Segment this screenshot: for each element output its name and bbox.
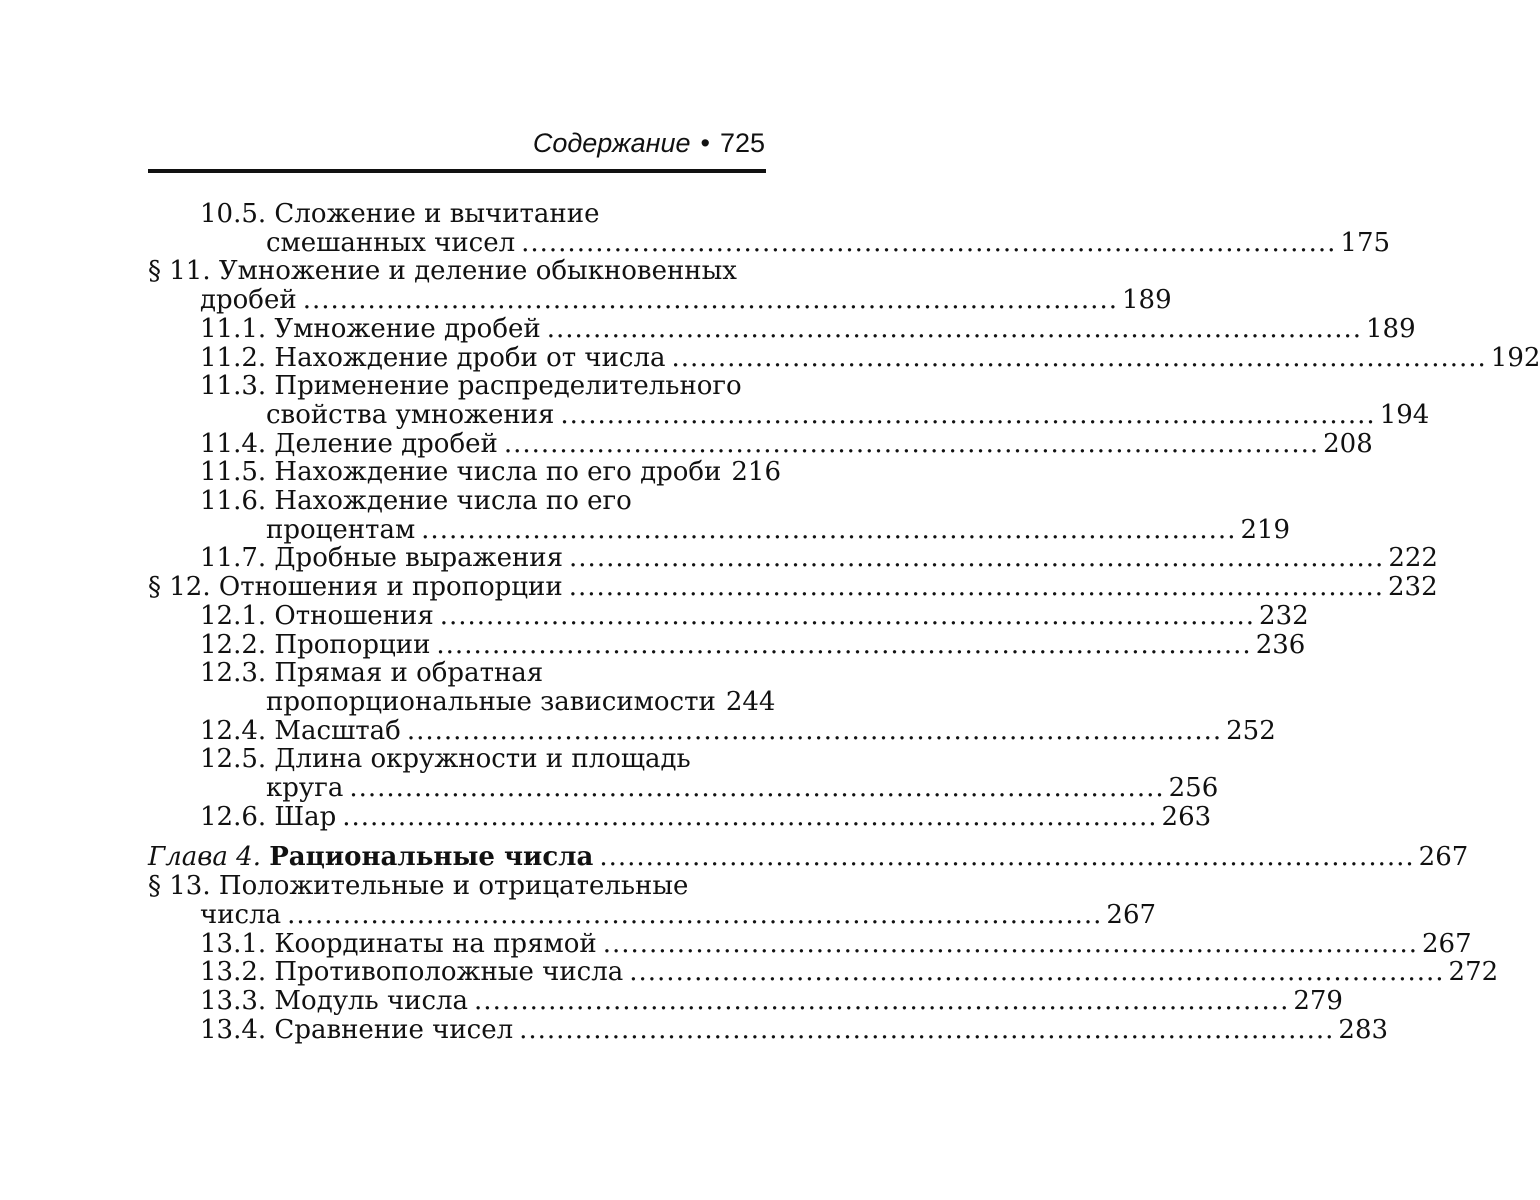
entry-number: 10.5. — [200, 199, 267, 229]
entry-title: Нахождение числа по его — [274, 486, 632, 517]
entry-page: 267 — [1418, 842, 1469, 873]
dot-leader: ........................................................................................ — [406, 715, 1223, 746]
toc-entry-13-3 — [148, 985, 1343, 1016]
entry-number: 11.3. — [200, 371, 267, 402]
entry-title: Длина окружности и площадь — [274, 744, 691, 775]
toc-entry-10-5-line1 — [148, 200, 765, 229]
entry-page: 219 — [1240, 514, 1291, 545]
entry-title: Применение распределительного — [274, 371, 742, 402]
entry-page: 256 — [1168, 773, 1219, 804]
entry-page: 208 — [1323, 428, 1373, 459]
entry-page: 232 — [1387, 572, 1438, 603]
entry-title: Противоположные числа — [274, 957, 624, 988]
entry-number: 11.5. — [200, 457, 267, 488]
entry-title-continued: круга — [266, 773, 344, 804]
chapter-title: Рациональные числа — [269, 842, 594, 873]
toc-entry-11-3-line2 — [148, 399, 1430, 430]
toc-entry-12-4 — [148, 715, 1276, 746]
entry-title: Умножение дробей — [274, 313, 541, 344]
toc-entry-13-2 — [148, 957, 1499, 988]
toc-entry-12-3-line1 — [148, 659, 765, 688]
toc-entry-13-4 — [148, 1014, 1389, 1045]
entry-title-continued: свойства умножения — [266, 399, 555, 430]
dot-leader: ........................................................................................ — [569, 543, 1385, 574]
entry-number: 12.1. — [200, 600, 267, 631]
toc-entry-11-7 — [148, 543, 1438, 574]
entry-number: 11.1. — [200, 313, 267, 344]
entry-title-continued: дробей — [200, 285, 297, 316]
entry-title: Умножение и деление обыкновенных — [218, 256, 737, 287]
entry-page: 232 — [1259, 600, 1309, 631]
toc-entry-13-1 — [148, 928, 1472, 959]
entry-title: Деление дробей — [274, 428, 498, 459]
dot-leader: ........................................................................................ — [568, 572, 1384, 603]
dot-leader: ........................................................................................ — [629, 957, 1445, 988]
dot-leader: ........................................................................................ — [519, 1014, 1335, 1045]
entry-title: Пропорции — [274, 629, 431, 660]
toc-entry-12-5-line1 — [148, 745, 765, 774]
running-header-title: Содержание — [532, 128, 691, 158]
toc-section-11-line1 — [148, 257, 765, 286]
toc-section-12 — [148, 572, 1438, 603]
entry-number: § 12. — [148, 572, 211, 603]
entry-number: 13.4. — [200, 1014, 267, 1045]
entry-page: 189 — [1121, 285, 1172, 316]
toc-entry-12-3-line2 — [148, 686, 776, 717]
dot-leader: ........................................................................................ — [560, 399, 1376, 430]
entry-title: Масштаб — [274, 715, 401, 746]
entry-page: 175 — [1340, 227, 1391, 258]
entry-title: Отношения и пропорции — [218, 572, 563, 603]
entry-title: Шар — [274, 801, 337, 832]
table-of-contents — [148, 199, 1540, 1045]
dot-leader: ........................................................................................ — [599, 842, 1415, 873]
dot-leader: ........................................................................................ — [421, 514, 1237, 545]
entry-page: 236 — [1255, 629, 1306, 660]
entry-title: Положительные и отрицательные — [218, 871, 689, 902]
toc-entry-11-5 — [148, 457, 782, 488]
entry-number: § 13. — [148, 871, 211, 902]
entry-title: Отношения — [274, 600, 434, 631]
entry-page: 279 — [1293, 985, 1343, 1016]
dot-leader: ........................................................................................ — [474, 985, 1290, 1016]
entry-title: Сравнение чисел — [274, 1014, 514, 1045]
entry-page: 263 — [1161, 801, 1212, 832]
toc-section-13-line2 — [148, 899, 1157, 930]
dot-leader: ........................................................................................ — [349, 773, 1165, 804]
entry-number: 12.4. — [200, 715, 267, 746]
toc-section-13-line1 — [148, 872, 765, 901]
dot-leader: ........................................................................................ — [342, 801, 1158, 832]
entry-number: 13.2. — [200, 957, 267, 988]
entry-number: 12.3. — [200, 658, 267, 689]
dot-leader: ........................................................................................ — [436, 629, 1252, 660]
entry-title: Прямая и обратная — [274, 658, 544, 689]
entry-title: Сложение и вычитание — [274, 199, 600, 229]
entry-title: Нахождение дроби от числа — [274, 342, 666, 373]
toc-entry-12-5-line2 — [148, 773, 1219, 804]
dot-leader: ........................................................................................ — [439, 600, 1256, 631]
entry-number: 11.2. — [200, 342, 267, 373]
header-page-number: 725 — [719, 128, 765, 158]
entry-number: 12.2. — [200, 629, 267, 660]
entry-title: Дробные выражения — [274, 543, 564, 574]
entry-page: 272 — [1448, 957, 1499, 988]
entry-title: Модуль числа — [274, 985, 469, 1016]
entry-title: Координаты на прямой — [274, 928, 597, 959]
toc-entry-11-6-line2 — [148, 514, 1291, 545]
toc-section-11-line2 — [148, 285, 1172, 316]
header-rule — [148, 169, 766, 173]
entry-title-continued: смешанных чисел — [266, 227, 516, 258]
entry-number: 11.7. — [200, 543, 267, 574]
entry-page: 252 — [1226, 715, 1276, 746]
entry-number: 12.6. — [200, 801, 267, 832]
dot-leader: ........................................................................................ — [546, 313, 1363, 344]
toc-entry-11-4 — [148, 428, 1373, 459]
dot-leader: ........................................................................................ — [287, 899, 1103, 930]
toc-entry-12-6 — [148, 801, 1212, 832]
entry-number: 13.1. — [200, 928, 267, 959]
entry-page: 216 — [731, 457, 782, 488]
toc-entry-12-2 — [148, 629, 1306, 660]
entry-title-continued: процентам — [266, 514, 416, 545]
entry-page: 283 — [1338, 1014, 1389, 1045]
toc-entry-11-6-line1 — [148, 487, 765, 516]
toc-entry-11-2 — [148, 342, 1540, 373]
entry-number: § 11. — [148, 256, 211, 287]
entry-page: 267 — [1421, 928, 1472, 959]
chapter-prefix: Глава 4. — [148, 842, 261, 873]
dot-leader: ........................................................................................ — [503, 428, 1320, 459]
dot-leader: ........................................................................................ — [302, 285, 1118, 316]
entry-title: Нахождение числа по его дроби — [274, 457, 722, 488]
entry-number: 12.5. — [200, 744, 267, 775]
toc-entry-10-5-line2 — [148, 227, 1391, 258]
dot-leader: ........................................................................................ — [602, 928, 1418, 959]
entry-page: 222 — [1388, 543, 1438, 574]
entry-page: 267 — [1106, 899, 1157, 930]
dot-leader: ........................................................................................ — [521, 227, 1337, 258]
toc-entry-11-1 — [148, 313, 1416, 344]
entry-page: 194 — [1379, 399, 1430, 430]
toc-entry-12-1 — [148, 600, 1309, 631]
entry-page: 244 — [725, 686, 776, 717]
entry-page: 189 — [1366, 313, 1416, 344]
running-header — [148, 125, 765, 161]
entry-number: 11.4. — [200, 428, 267, 459]
header-separator: • — [700, 128, 710, 158]
entry-title-continued: числа — [200, 899, 282, 930]
entry-title-continued: пропорциональные зависимости — [266, 686, 716, 717]
entry-number: 11.6. — [200, 486, 267, 517]
toc-entry-11-3-line1 — [148, 372, 765, 401]
dot-leader: ........................................................................................ — [671, 342, 1487, 373]
entry-page: 192 — [1490, 342, 1540, 373]
entry-number: 13.3. — [200, 985, 267, 1016]
toc-chapter-4 — [148, 842, 1469, 873]
